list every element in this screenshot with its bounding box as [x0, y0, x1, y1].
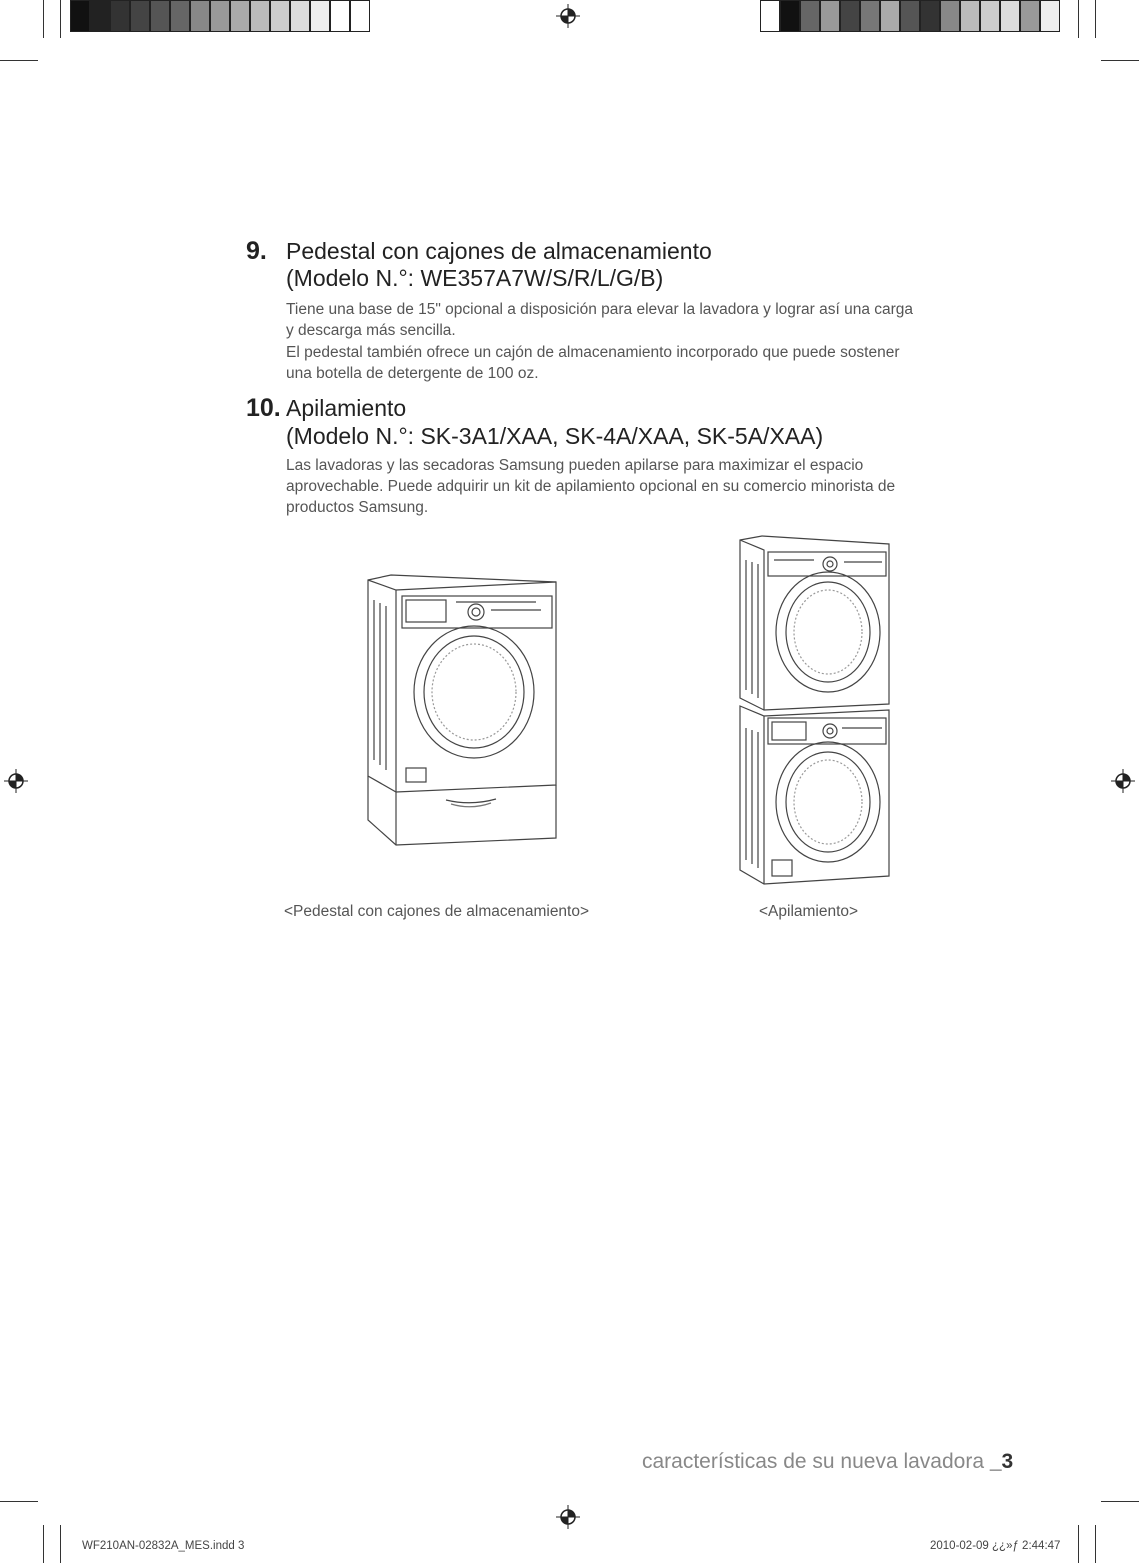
- section-paragraph-line: Las lavadoras y las secadoras Samsung pueden apilarse para maximizar el espacio: [286, 457, 864, 474]
- trim-mark: [0, 60, 38, 61]
- section-title: Pedestal con cajones de almacenamiento: [286, 238, 712, 264]
- print-file-name: WF210AN-02832A_MES.indd 3: [82, 1540, 245, 1552]
- section-paragraph-line: El pedestal también ofrece un cajón de almacenamiento incorporado que puede sostener: [286, 344, 900, 361]
- section-paragraph-line: aprovechable. Puede adquirir un kit de apilamiento opcional en su comercio minorista de: [286, 478, 896, 495]
- registration-mark-icon: [4, 769, 28, 793]
- registration-mark-icon: [1111, 769, 1135, 793]
- washer-on-pedestal-illustration: [356, 570, 566, 855]
- trim-mark: [1101, 60, 1139, 61]
- section-title: Apilamiento: [286, 395, 407, 421]
- trim-mark: [1101, 1501, 1139, 1502]
- color-bar-icon: [760, 0, 1060, 32]
- trim-mark: [1095, 1525, 1096, 1563]
- trim-mark: [1078, 0, 1079, 38]
- section-paragraph-line: productos Samsung.: [286, 499, 429, 516]
- page-footer-title: [642, 1450, 1013, 1474]
- trim-mark: [1078, 1525, 1079, 1563]
- section-number: 9.: [246, 237, 267, 265]
- stacked-washer-dryer-illustration: [734, 532, 894, 892]
- figure-caption-stacking: <Apilamiento>: [759, 903, 859, 920]
- page-number: _3: [989, 1450, 1014, 1473]
- registration-mark-icon: [556, 1505, 580, 1529]
- section-paragraph-line: y descarga más sencilla.: [286, 322, 456, 339]
- section-model-line: (Modelo N.°: WE357A7W/S/R/L/G/B): [286, 265, 664, 291]
- section-model-line: (Modelo N.°: SK-3A1/XAA, SK-4A/XAA, SK-5A/XAA): [286, 423, 824, 449]
- trim-mark: [1095, 0, 1096, 38]
- section-number: 10.: [246, 394, 281, 422]
- trim-mark: [60, 0, 61, 38]
- footer-title-text: características de su nueva lavadora: [642, 1450, 990, 1473]
- figure-caption-pedestal: <Pedestal con cajones de almacenamiento>: [284, 903, 590, 920]
- trim-mark: [43, 0, 44, 38]
- section-paragraph-line: una botella de detergente de 100 oz.: [286, 365, 539, 382]
- registration-mark-icon: [556, 4, 580, 28]
- trim-mark: [0, 1501, 38, 1502]
- trim-mark: [43, 1525, 44, 1563]
- trim-mark: [60, 1525, 61, 1563]
- section-paragraph-line: Tiene una base de 15" opcional a disposición para elevar la lavadora y lograr así una carga: [286, 301, 914, 318]
- print-timestamp: 2010-02-09 ¿¿»ƒ 2:44:47: [930, 1540, 1061, 1552]
- color-bar-icon: [70, 0, 370, 32]
